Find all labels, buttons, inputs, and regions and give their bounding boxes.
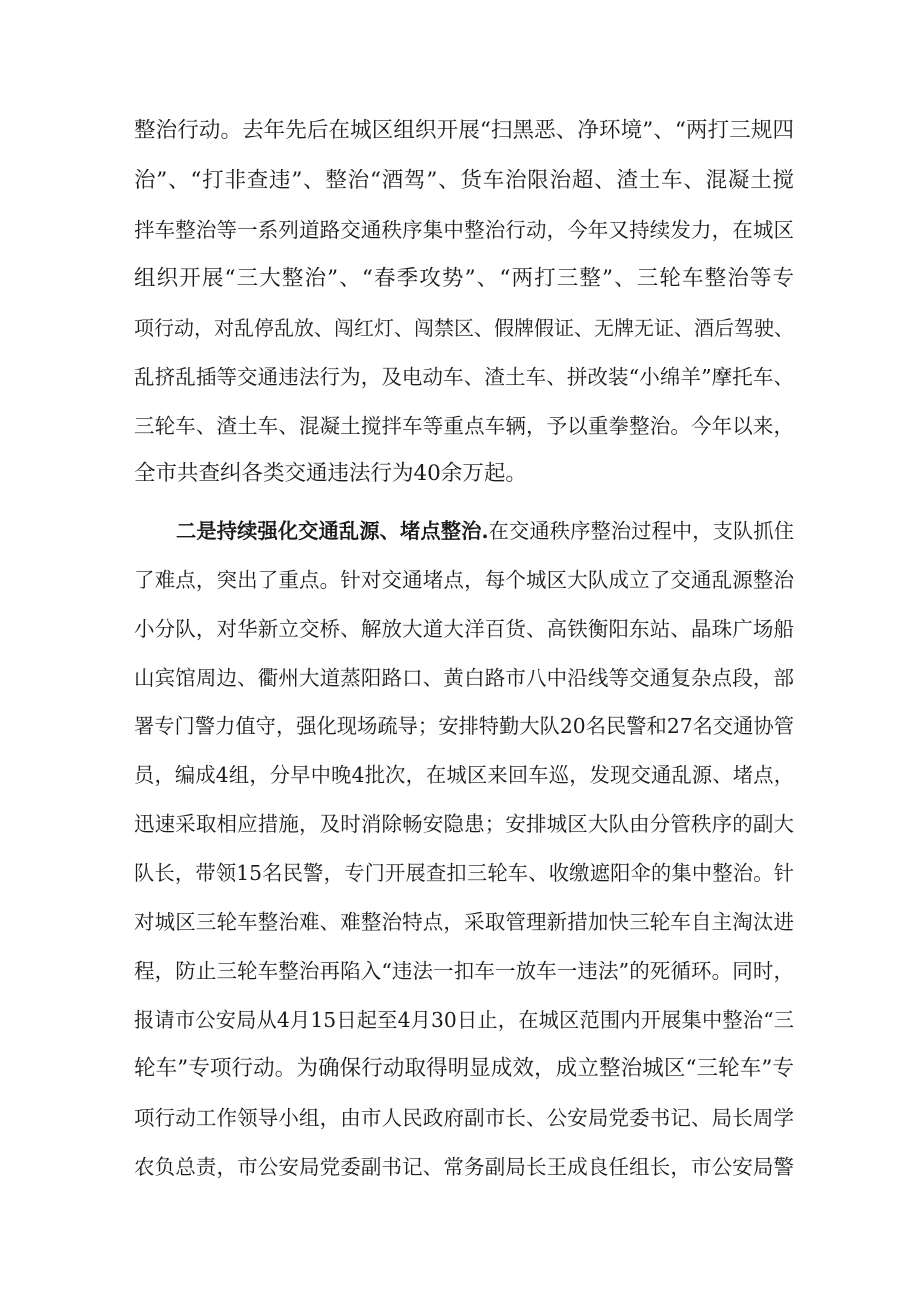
paragraph-2-line: 山宾馆周边、衢州大道蒸阳路口、黄白路市八中沿线等交通复杂点段，部 — [134, 666, 794, 690]
paragraph-2-line: 轮车”专项行动。为确保行动取得明显成效，成立整治城区“三轮车”专 — [134, 1056, 794, 1081]
paragraph-2-line: 报请市公安局从4月15日起至4月30日止，在城区范围内开展集中整治“三 — [134, 1008, 794, 1032]
paragraph-2-line: 迅速采取相应措施，及时消除畅安隐患；安排城区大队由分管秩序的副大 — [134, 812, 794, 836]
paragraph-2-line: 项行动工作领导小组，由市人民政府副市长、公安局党委书记、局长周学 — [134, 1106, 794, 1130]
paragraph-2-line: 署专门警力值守，强化现场疏导；安排特勤大队20名民警和27名交通协管 — [134, 714, 794, 738]
paragraph-2-heading: 二是持续强化交通乱源、堵点整治. — [176, 519, 489, 543]
paragraph-1-line: 组织开展“三大整治”、“春季攻势”、“两打三整”、三轮车整治等专 — [134, 266, 794, 291]
paragraph-1-line: 项行动，对乱停乱放、闯红灯、闯禁区、假牌假证、无牌无证、酒后驾驶、 — [134, 316, 794, 340]
paragraph-2-line: 程，防止三轮车整治再陷入“违法一扣车一放车一违法”的死循环。同时， — [134, 959, 794, 983]
paragraph-2-first-line-rest: 在交通秩序整治过程中，支队抓住 — [488, 519, 794, 543]
paragraph-2-line: 员，编成4组，分早中晚4批次，在城区来回车巡，发现交通乱源、堵点， — [134, 763, 794, 787]
paragraph-1-line: 治”、“打非查违”、整治“酒驾”、货车治限治超、渣土车、混凝土搅 — [134, 168, 794, 193]
paragraph-1-line: 拌车整治等一系列道路交通秩序集中整治行动，今年又持续发力，在城区 — [134, 218, 794, 242]
paragraph-1-line: 全市共查纠各类交通违法行为40余万起。 — [134, 461, 527, 486]
paragraph-1-line: 三轮车、渣土车、混凝土搅拌车等重点车辆，予以重拳整治。今年以来， — [134, 414, 794, 438]
paragraph-2-line: 小分队，对华新立交桥、解放大道大洋百货、高铁衡阳东站、晶珠广场船 — [134, 617, 794, 641]
paragraph-2-line: 队长，带领15名民警，专门开展查扣三轮车、收缴遮阳伞的集中整治。针 — [134, 861, 794, 885]
paragraph-2-line: 对城区三轮车整治难、难整治特点，采取管理新措加快三轮车自主淘汰进 — [134, 910, 794, 934]
paragraph-2-line: 农负总责，市公安局党委副书记、常务副局长王成良任组长，市公安局警 — [134, 1155, 794, 1179]
paragraph-2-line: 了难点，突出了重点。针对交通堵点，每个城区大队成立了交通乱源整治 — [134, 568, 794, 592]
paragraph-2-first-line — [176, 516, 794, 546]
paragraph-1-line: 乱挤乱插等交通违法行为，及电动车、渣土车、拼改装“小绵羊”摩托车、 — [134, 365, 794, 389]
paragraph-1-line: 整治行动。去年先后在城区组织开展“扫黑恶、净环境”、“两打三规四 — [134, 118, 794, 143]
